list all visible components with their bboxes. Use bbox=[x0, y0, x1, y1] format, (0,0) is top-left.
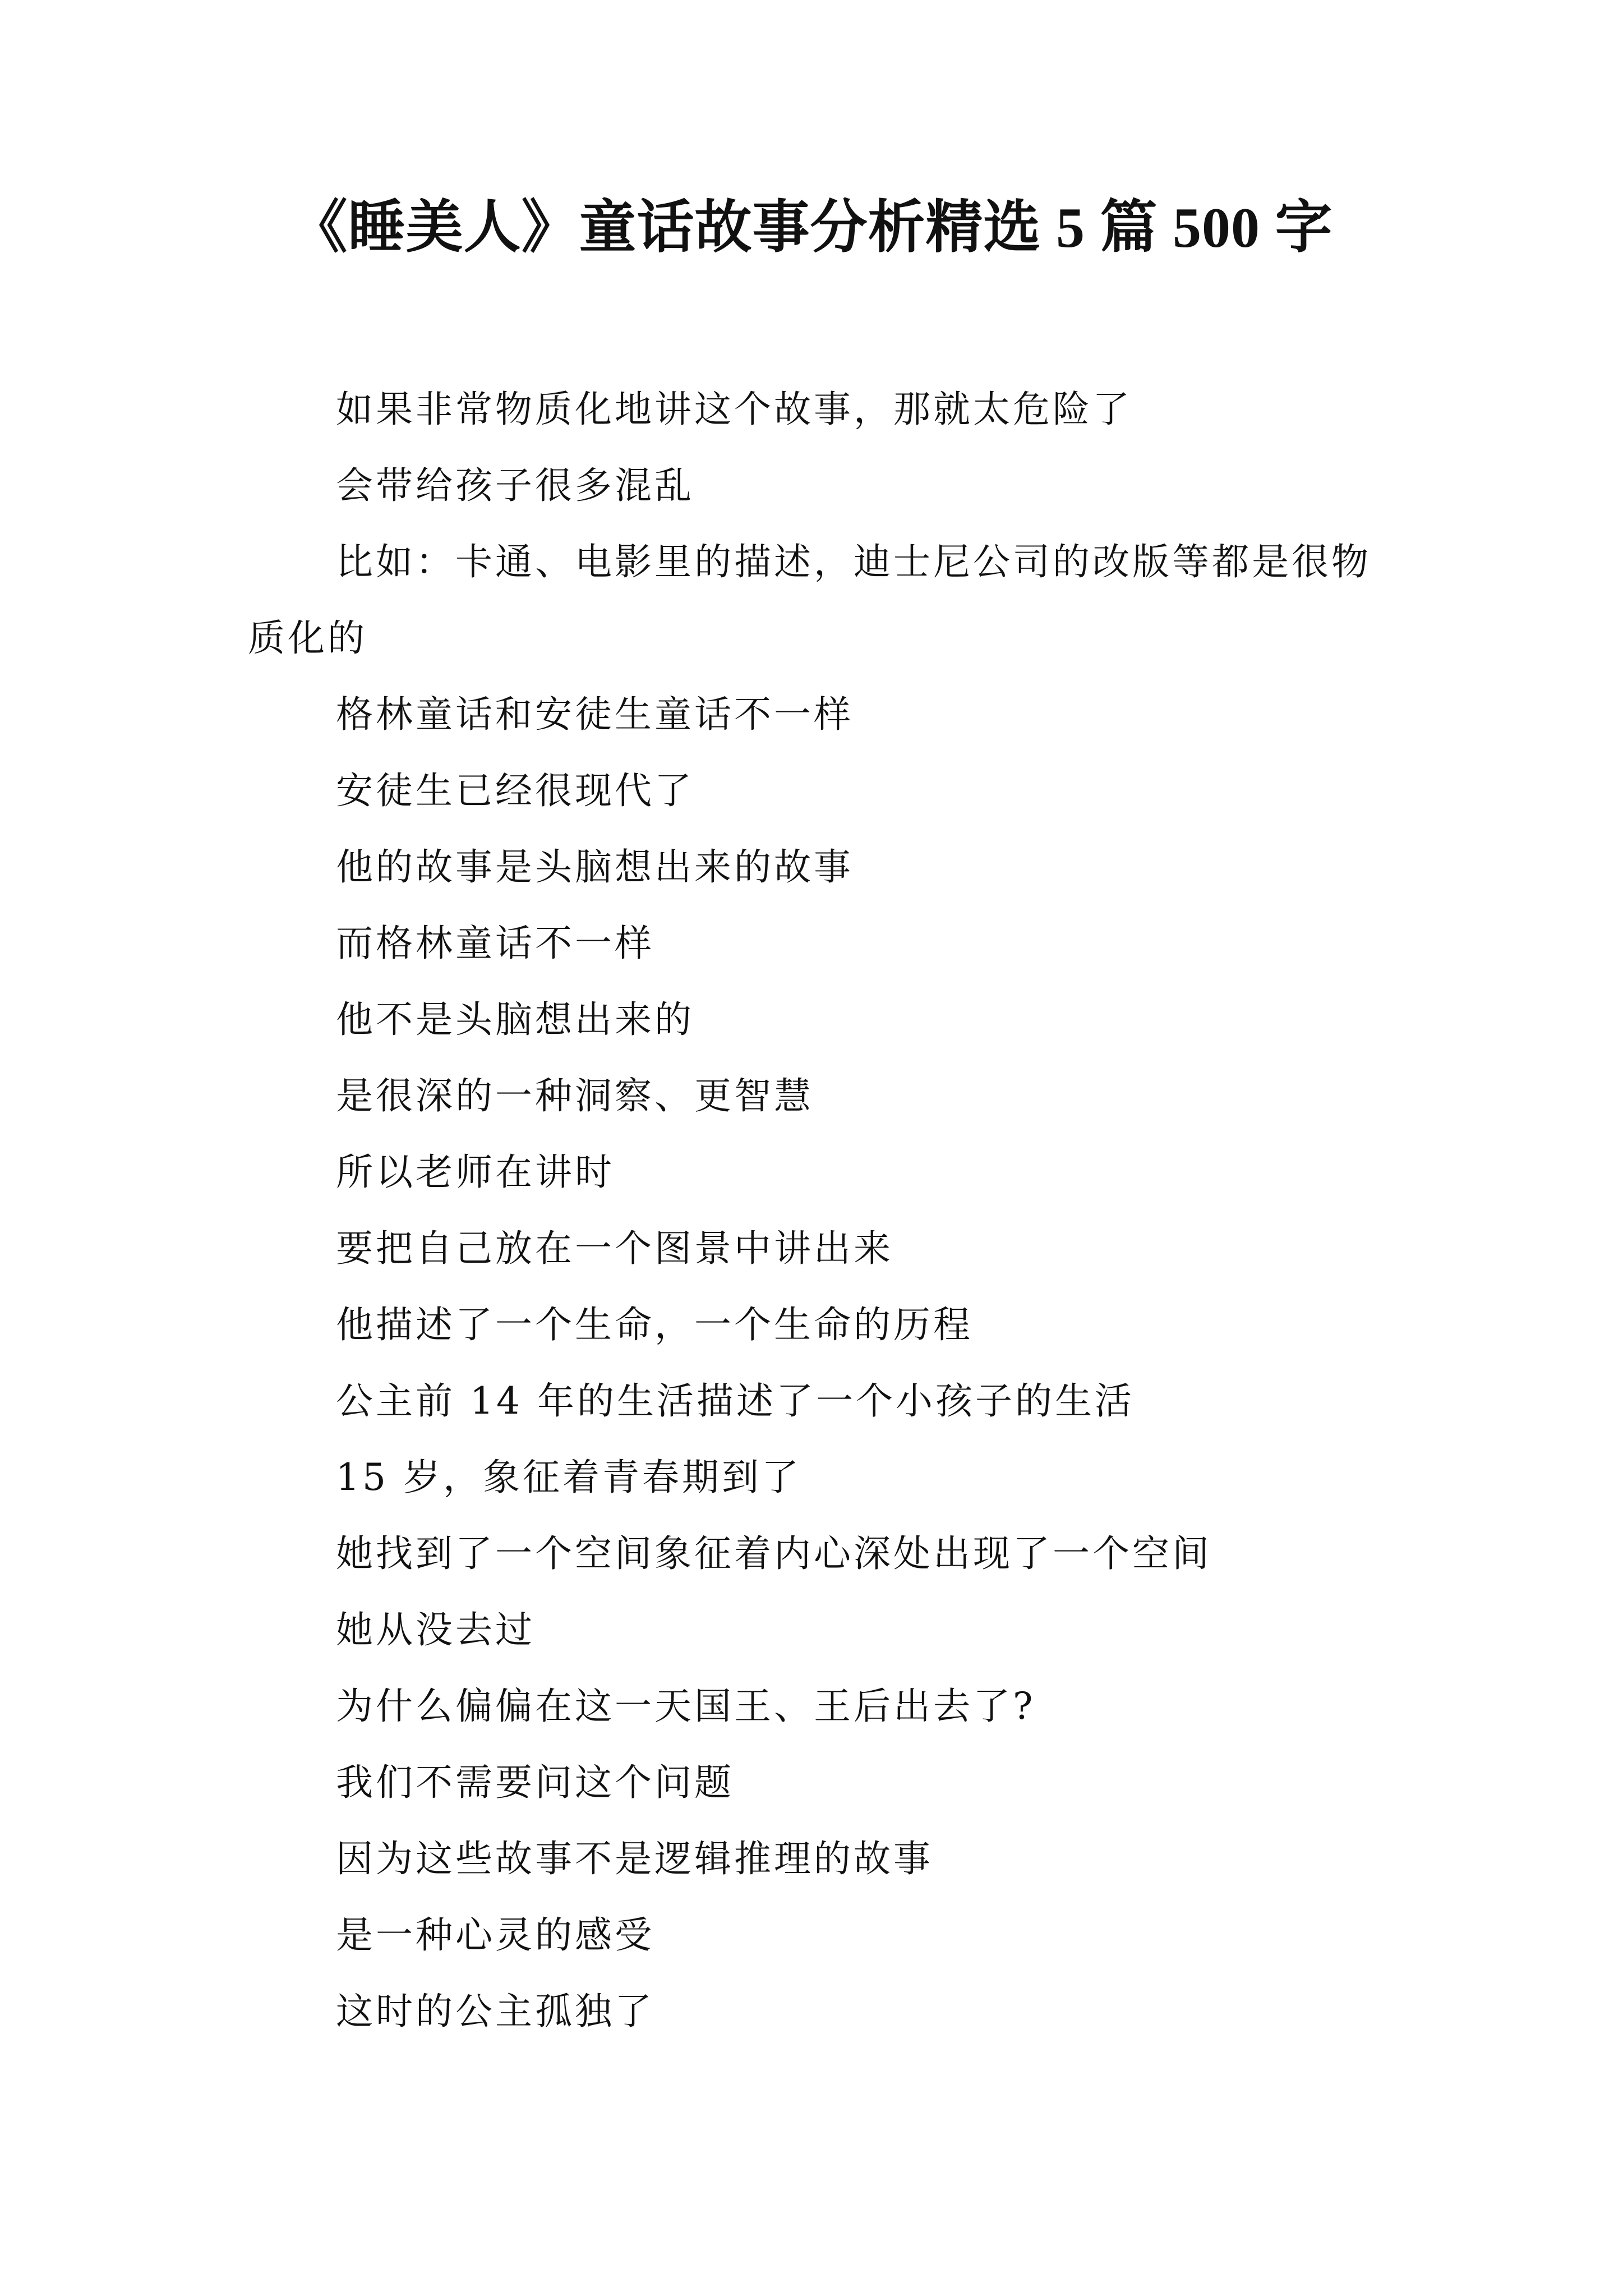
paragraph: 安徒生已经很现代了 bbox=[336, 769, 694, 812]
paragraph: 15 岁，象征着青春期到了 bbox=[336, 1456, 801, 1499]
paragraph: 要把自己放在一个图景中讲出来 bbox=[336, 1227, 893, 1270]
document-title: 《睡美人》童话故事分析精选 5 篇 500 字 bbox=[290, 196, 1333, 260]
document-body bbox=[248, 371, 1392, 2050]
paragraph: 他的故事是头脑想出来的故事 bbox=[336, 845, 854, 889]
paragraph: 如果非常物质化地讲这个故事，那就太危险了 bbox=[336, 388, 1132, 431]
paragraph: 我们不需要问这个问题 bbox=[336, 1761, 734, 1804]
paragraph: 她从没去过 bbox=[336, 1608, 535, 1651]
paragraph: 是很深的一种洞察、更智慧 bbox=[336, 1074, 814, 1117]
paragraph: 格林童话和安徒生童话不一样 bbox=[336, 693, 854, 736]
paragraph: 他不是头脑想出来的 bbox=[336, 998, 694, 1041]
paragraph: 会带给孩子很多混乱 bbox=[336, 464, 694, 507]
paragraph: 因为这些故事不是逻辑推理的故事 bbox=[336, 1837, 933, 1880]
paragraph: 是一种心灵的感受 bbox=[336, 1913, 654, 1957]
paragraph: 公主前 14 年的生活描述了一个小孩子的生活 bbox=[336, 1379, 1135, 1423]
paragraph: 所以老师在讲时 bbox=[336, 1151, 615, 1194]
paragraph: 她找到了一个空间象征着内心深处出现了一个空间 bbox=[336, 1532, 1212, 1575]
paragraph: 他描述了一个生命，一个生命的历程 bbox=[336, 1303, 973, 1346]
paragraph: 而格林童话不一样 bbox=[336, 922, 654, 965]
paragraph: 这时的公主孤独了 bbox=[336, 1990, 654, 2033]
paragraph: 比如：卡通、电影里的描述，迪士尼公司的改版等都是很物质化的 bbox=[248, 540, 1371, 660]
paragraph: 为什么偏偏在这一天国王、王后出去了? bbox=[336, 1685, 1036, 1728]
